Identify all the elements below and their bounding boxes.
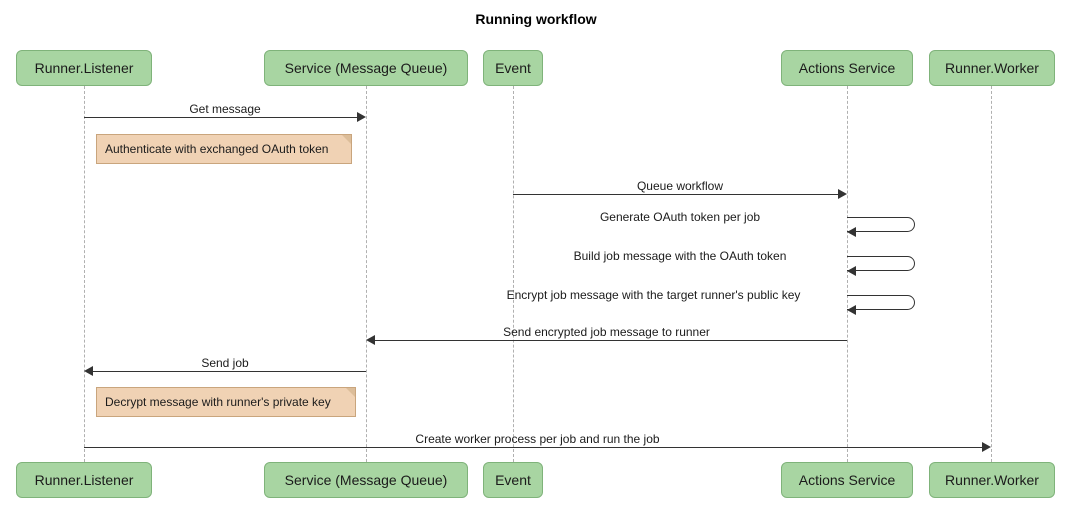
actor-runner-listener-top[interactable]: Runner.Listener — [16, 50, 152, 86]
actor-service-message-queue-top[interactable]: Service (Message Queue) — [264, 50, 468, 86]
message-label-create-worker-process: Create worker process per job and run the job — [415, 432, 660, 446]
message-line-send-job — [93, 371, 366, 372]
message-label-queue-workflow: Queue workflow — [636, 179, 724, 193]
note-authenticate — [96, 134, 352, 164]
actor-actions-service-top[interactable]: Actions Service — [781, 50, 913, 86]
actor-runner-worker-bottom[interactable]: Runner.Worker — [929, 462, 1055, 498]
actor-runner-listener-bottom[interactable]: Runner.Listener — [16, 462, 152, 498]
message-label-generate-oauth-token: Generate OAuth token per job — [599, 210, 761, 224]
actor-actions-service-bottom[interactable]: Actions Service — [781, 462, 913, 498]
lifeline-runner-worker — [991, 86, 992, 462]
actor-service-message-queue-bottom[interactable]: Service (Message Queue) — [264, 462, 468, 498]
lifeline-service-message-queue — [366, 86, 367, 462]
note-authenticate-label: Authenticate with exchanged OAuth token — [105, 142, 329, 156]
self-loop-build-job-message — [847, 256, 915, 271]
arrow-head-encrypt-job-message — [847, 305, 856, 315]
arrow-head-get-message — [357, 112, 366, 122]
message-line-create-worker-process — [84, 447, 982, 448]
message-label-send-encrypted-job-message: Send encrypted job message to runner — [503, 325, 710, 339]
message-line-queue-workflow — [513, 194, 838, 195]
actor-runner-worker-top[interactable]: Runner.Worker — [929, 50, 1055, 86]
note-decrypt-label: Decrypt message with runner's private key — [105, 395, 331, 409]
message-line-get-message — [84, 117, 357, 118]
arrow-head-build-job-message — [847, 266, 856, 276]
message-line-send-encrypted-job-message — [375, 340, 847, 341]
note-fold-icon — [342, 135, 351, 144]
note-fold-icon — [346, 388, 355, 397]
actor-event-bottom[interactable]: Event — [483, 462, 543, 498]
arrow-head-send-job — [84, 366, 93, 376]
arrow-head-create-worker-process — [982, 442, 991, 452]
self-loop-encrypt-job-message — [847, 295, 915, 310]
message-label-encrypt-job-message: Encrypt job message with the target runner's public key — [506, 288, 801, 302]
message-label-send-job: Send job — [201, 356, 249, 370]
self-loop-generate-oauth-token — [847, 217, 915, 232]
arrow-head-queue-workflow — [838, 189, 847, 199]
lifeline-runner-listener — [84, 86, 85, 462]
note-decrypt — [96, 387, 356, 417]
arrow-head-generate-oauth-token — [847, 227, 856, 237]
arrow-head-send-encrypted-job-message — [366, 335, 375, 345]
lifeline-event — [513, 86, 514, 462]
actor-event-top[interactable]: Event — [483, 50, 543, 86]
page-title: Running workflow — [475, 11, 597, 27]
message-label-get-message: Get message — [189, 102, 261, 116]
message-label-build-job-message: Build job message with the OAuth token — [573, 249, 787, 263]
